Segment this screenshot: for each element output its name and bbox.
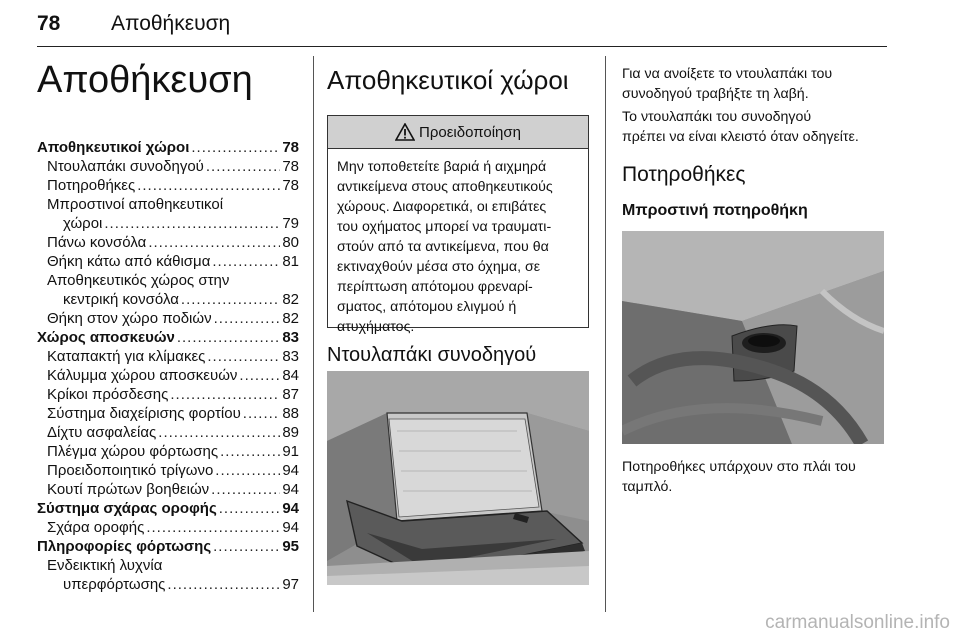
toc-entry[interactable] <box>37 233 299 252</box>
toc-leader-dots <box>206 157 280 176</box>
subsection-title: Μπροστινή ποτηροθήκη <box>622 202 808 219</box>
table-of-contents <box>37 138 299 594</box>
page-header <box>37 0 887 47</box>
toc-leader-dots <box>181 290 280 309</box>
toc-entry-page: 81 <box>282 253 299 270</box>
toc-leader-dots <box>158 423 280 442</box>
toc-entry-title: Δίχτυ ασφαλείας <box>47 424 157 441</box>
warning-line: αντικείμενα στους αποθηκευτικούς <box>337 179 553 195</box>
toc-entry-title: Αποθηκευτικός χώρος στην <box>47 272 230 289</box>
toc-entry[interactable] <box>37 480 299 499</box>
toc-entry-title: Σύστημα διαχείρισης φορτίου <box>47 405 241 422</box>
toc-entry-page: 94 <box>282 500 299 517</box>
warning-line: Μην τοποθετείτε βαριά ή αιχμηρά <box>337 159 547 175</box>
toc-entry-page: 78 <box>282 177 299 194</box>
toc-entry-page: 80 <box>282 234 299 251</box>
toc-entry-page: 84 <box>282 367 299 384</box>
warning-line: σματος, απότομου ελιγμού ή <box>337 299 517 315</box>
warning-box <box>327 115 589 335</box>
running-title: Αποθήκευση <box>111 12 231 35</box>
toc-entry-page: 88 <box>282 405 299 422</box>
toc-entry-title: Κρίκοι πρόσδεσης <box>47 386 169 403</box>
toc-entry-title: κεντρική κονσόλα <box>63 291 179 308</box>
toc-entry[interactable] <box>37 537 299 556</box>
warning-line: στούν από τα αντικείμενα, που θα <box>337 239 549 255</box>
toc-entry[interactable] <box>37 176 299 195</box>
toc-leader-dots <box>220 442 280 461</box>
warning-line: του οχήματος μπορεί να τραυματι- <box>337 219 552 235</box>
page-number: 78 <box>37 12 61 35</box>
toc-leader-dots <box>167 575 280 594</box>
warning-line: ατυχήματος. <box>337 319 415 335</box>
toc-entry[interactable] <box>37 461 299 480</box>
toc-leader-dots <box>214 309 281 328</box>
toc-entry-title: Καταπακτή για κλίμακες <box>47 348 206 365</box>
warning-line: εκτιναχθούν μέσα στο όχημα, σε <box>337 259 541 275</box>
toc-entry-page: 78 <box>282 139 299 156</box>
toc-entry-page: 78 <box>282 158 299 175</box>
toc-leader-dots <box>148 233 280 252</box>
toc-entry[interactable] <box>37 138 299 157</box>
toc-entry[interactable] <box>37 499 299 518</box>
toc-entry[interactable] <box>37 347 299 366</box>
section-title: Ποτηροθήκες <box>622 163 746 186</box>
toc-entry[interactable] <box>37 214 299 233</box>
cupholder-illustration <box>622 231 884 444</box>
toc-entry[interactable] <box>37 404 299 423</box>
toc-leader-dots <box>191 138 280 157</box>
section-title: Αποθηκευτικοί χώροι <box>327 65 569 95</box>
toc-entry-title: Πλέγμα χώρου φόρτωσης <box>47 443 219 460</box>
toc-entry-title: Σύστημα σχάρας οροφής <box>37 500 217 517</box>
toc-leader-dots <box>215 461 280 480</box>
toc-entry-title: Κουτί πρώτων βοηθειών <box>47 481 210 498</box>
toc-entry[interactable] <box>37 385 299 404</box>
toc-entry-title: Πληροφορίες φόρτωσης <box>37 538 212 555</box>
glovebox-title: Ντουλαπάκι συνοδηγού <box>327 344 537 366</box>
warning-heading: Προειδοποίηση <box>419 123 521 141</box>
toc-entry-page: 83 <box>282 348 299 365</box>
toc-entry[interactable] <box>37 271 299 290</box>
toc-entry-title: Προειδοποιητικό τρίγωνο <box>47 462 214 479</box>
toc-entry[interactable] <box>37 290 299 309</box>
toc-entry[interactable] <box>37 252 299 271</box>
toc-entry[interactable] <box>37 423 299 442</box>
toc-entry[interactable] <box>37 556 299 575</box>
toc-leader-dots <box>177 328 280 347</box>
watermark: carmanualsonline.info <box>765 612 950 633</box>
toc-leader-dots <box>213 537 280 556</box>
toc-entry-title: Μπροστινοί αποθηκευτικοί <box>47 196 224 213</box>
toc-entry-title: Αποθηκευτικοί χώροι <box>37 139 190 156</box>
paragraph: Για να ανοίξετε το ντουλαπάκι του συνοδηγού τραβήξτε τη λαβή. <box>622 66 833 102</box>
column-divider <box>605 56 606 612</box>
toc-leader-dots <box>170 385 280 404</box>
toc-leader-dots <box>137 176 280 195</box>
warning-line: χώρους. Διαφορετικά, οι επιβάτες <box>337 199 547 215</box>
toc-leader-dots <box>104 214 280 233</box>
toc-entry[interactable] <box>37 518 299 537</box>
toc-entry-title: Χώρος αποσκευών <box>37 329 175 346</box>
toc-entry-page: 95 <box>282 538 299 555</box>
toc-entry-title: χώροι <box>63 215 103 232</box>
toc-leader-dots <box>212 252 280 271</box>
toc-leader-dots <box>146 518 280 537</box>
toc-entry-page: 91 <box>282 443 299 460</box>
toc-entry-page: 97 <box>282 576 299 593</box>
warning-text <box>328 149 588 337</box>
toc-entry[interactable] <box>37 575 299 594</box>
toc-entry-title: Θήκη στον χώρο ποδιών <box>47 310 212 327</box>
column-divider <box>313 56 314 612</box>
toc-entry-page: 87 <box>282 386 299 403</box>
toc-entry-title: Σχάρα οροφής <box>47 519 145 536</box>
toc-entry-page: 94 <box>282 462 299 479</box>
warning-icon <box>395 123 415 141</box>
toc-entry-title: Ενδεικτική λυχνία <box>47 557 163 574</box>
toc-entry-title: Κάλυμμα χώρου αποσκευών <box>47 367 238 384</box>
chapter-title: Αποθήκευση <box>37 59 253 101</box>
toc-entry-title: Θήκη κάτω από κάθισμα <box>47 253 211 270</box>
caption: Ποτηροθήκες υπάρχουν στο πλάι του ταμπλό. <box>622 459 856 495</box>
toc-leader-dots <box>243 404 281 423</box>
toc-entry-title: Ντουλαπάκι συνοδηγού <box>47 158 204 175</box>
toc-entry-page: 82 <box>282 310 299 327</box>
warning-header <box>328 116 588 149</box>
toc-entry-page: 83 <box>282 329 299 346</box>
toc-entry[interactable] <box>37 195 299 214</box>
toc-entry-title: Ποτηροθήκες <box>47 177 136 194</box>
toc-leader-dots <box>239 366 280 385</box>
toc-entry-page: 89 <box>282 424 299 441</box>
toc-entry[interactable] <box>37 309 299 328</box>
toc-entry-title: Πάνω κονσόλα <box>47 234 147 251</box>
toc-entry-page: 79 <box>282 215 299 232</box>
toc-entry-page: 94 <box>282 481 299 498</box>
toc-entry[interactable] <box>37 328 299 347</box>
toc-entry-title: υπερφόρτωσης <box>63 576 166 593</box>
toc-leader-dots <box>219 499 281 518</box>
toc-leader-dots <box>211 480 280 499</box>
toc-entry-page: 94 <box>282 519 299 536</box>
toc-entry-page: 82 <box>282 291 299 308</box>
toc-entry[interactable] <box>37 157 299 176</box>
glovebox-illustration <box>327 371 589 585</box>
toc-entry[interactable] <box>37 442 299 461</box>
warning-line: περίπτωση απότομου φρεναρί- <box>337 279 533 295</box>
toc-leader-dots <box>207 347 280 366</box>
toc-entry[interactable] <box>37 366 299 385</box>
paragraph: Το ντουλαπάκι του συνοδηγού πρέπει να είναι κλειστό όταν οδηγείτε. <box>622 109 859 145</box>
